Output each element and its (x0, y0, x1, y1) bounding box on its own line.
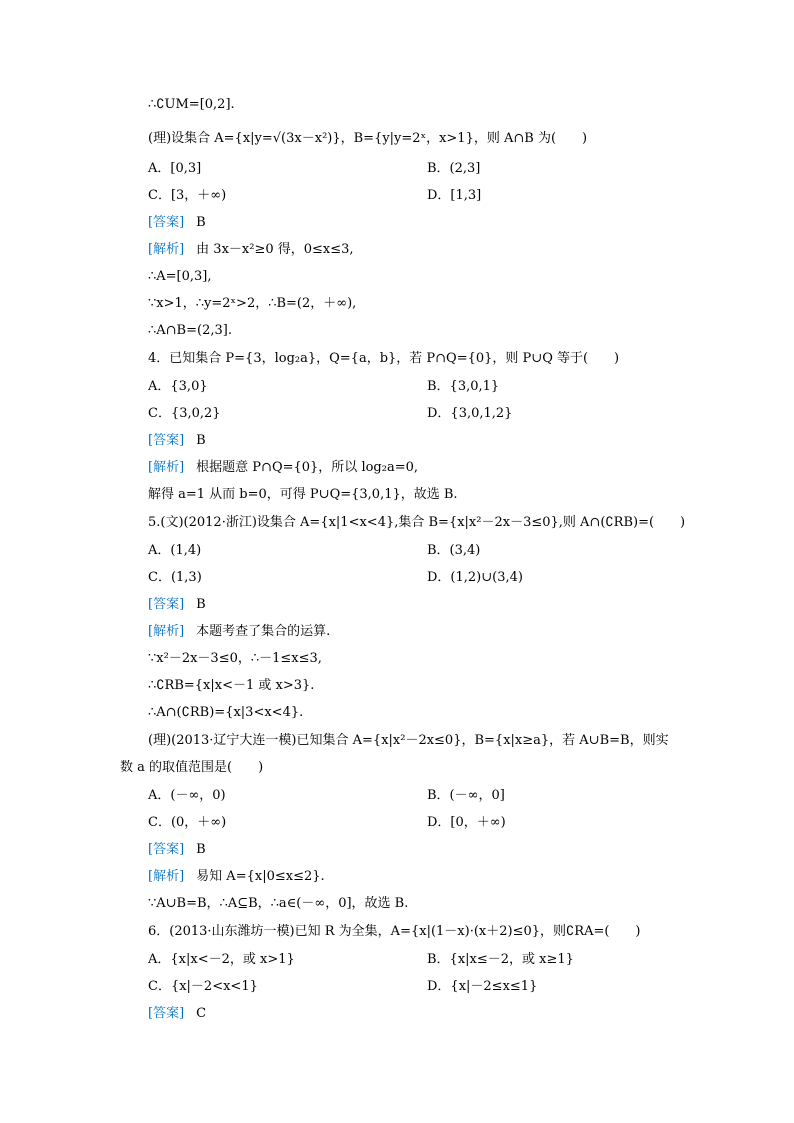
answer-tag: [ 答案 ] (148, 433, 184, 448)
text-line: ∵x>1，∴y=2ˣ>2，∴B=(2，＋∞), (148, 296, 357, 311)
question-line: 5.(文)(2012·浙江)设集合 A={x|1<x<4},集合 B={x|x²－2x－3≤0},则 A∩(∁RB)=( ) (148, 515, 686, 530)
text-line: ∴A∩(∁RB)={x|3<x<4}. (148, 705, 304, 720)
answer-line (148, 212, 206, 234)
answer-value: B (196, 215, 206, 230)
option-a: A．{x|x<－2，或 x>1} (148, 952, 295, 967)
option-b: B．{x|x≤－2，或 x≥1} (427, 952, 574, 967)
option-c: C．{x|－2<x<1} (148, 979, 258, 994)
option-c: C．{3,0,2} (148, 406, 221, 421)
analysis-text: 由 3x－x²≥0 得，0≤x≤3, (196, 242, 354, 257)
option-c: C．(1,3) (148, 570, 202, 585)
option-d: D．[1,3] (427, 188, 482, 203)
analysis-text: 易知 A={x|0≤x≤2}. (196, 869, 325, 884)
text-line: ∴∁RB={x|x<－1 或 x>3}. (148, 678, 315, 693)
text-line: ∴A=[0,3], (148, 269, 212, 284)
answer-line (148, 594, 206, 616)
option-b: B．{3,0,1} (427, 379, 500, 394)
text-line: ∴∁UM=[0,2]. (148, 97, 235, 112)
analysis-line (148, 866, 325, 888)
answer-value: C (196, 1006, 207, 1021)
analysis-tag: [ 解析 ] (148, 869, 184, 884)
analysis-tag: [ 解析 ] (148, 624, 184, 639)
option-d: D．{3,0,1,2} (427, 406, 513, 421)
option-d: D．[0，＋∞) (427, 815, 506, 830)
question-line: 6．(2013·山东潍坊一模)已知 R 为全集，A={x|(1－x)·(x＋2)≤0}，则∁RA=( ) (148, 924, 641, 939)
analysis-line (148, 239, 354, 261)
answer-tag: [ 答案 ] (148, 597, 184, 612)
answer-tag: [ 答案 ] (148, 215, 184, 230)
option-b: B．(3,4) (427, 543, 481, 558)
question-line-continued: 数 a 的取值范围是( ) (120, 760, 264, 775)
analysis-text: 根据题意 P∩Q={0}，所以 log₂a=0, (196, 460, 419, 475)
text-line: ∵A∪B=B，∴A⊆B，∴a∈(－∞，0]，故选 B. (148, 896, 409, 911)
option-d: D．(1,2)∪(3,4) (427, 570, 523, 585)
option-c: C．[3，＋∞) (148, 188, 227, 203)
analysis-line (148, 457, 418, 479)
question-line: (理)设集合 A={x|y=√(3x－x²)}，B={y|y=2ˣ，x>1}，则 A∩B 为( ) (148, 131, 588, 146)
question-line: 4．已知集合 P={3，log₂a}，Q={a，b}，若 P∩Q={0}，则 P∪Q 等于( ) (148, 351, 620, 366)
option-a: A．{3,0} (148, 379, 208, 394)
analysis-line (148, 621, 330, 643)
answer-tag: [ 答案 ] (148, 1006, 184, 1021)
question-line: (理)(2013·辽宁大连一模)已知集合 A={x|x²－2x≤0}，B={x|x≥a}，若 A∪B=B，则实 (148, 733, 669, 748)
text-line: ∴A∩B=(2,3]. (148, 323, 232, 338)
option-b: B．(－∞，0] (427, 788, 505, 803)
answer-value: B (196, 597, 206, 612)
answer-line (148, 430, 206, 452)
text-line: ∵x²－2x－3≤0，∴－1≤x≤3, (148, 651, 322, 666)
answer-value: B (196, 433, 206, 448)
analysis-tag: [ 解析 ] (148, 460, 184, 475)
analysis-tag: [ 解析 ] (148, 242, 184, 257)
answer-tag: [ 答案 ] (148, 842, 184, 857)
option-a: A．(－∞，0) (148, 788, 226, 803)
answer-line (148, 1003, 206, 1025)
option-d: D．{x|－2≤x≤1} (427, 979, 538, 994)
option-a: A．[0,3] (148, 161, 202, 176)
option-a: A．(1,4) (148, 543, 202, 558)
text-line: 解得 a=1 从而 b=0，可得 P∪Q={3,0,1}，故选 B. (148, 487, 458, 502)
option-b: B．(2,3] (427, 161, 481, 176)
answer-value: B (196, 842, 206, 857)
option-c: C．(0，＋∞) (148, 815, 227, 830)
analysis-text: 本题考查了集合的运算. (196, 624, 331, 639)
answer-line (148, 839, 206, 861)
